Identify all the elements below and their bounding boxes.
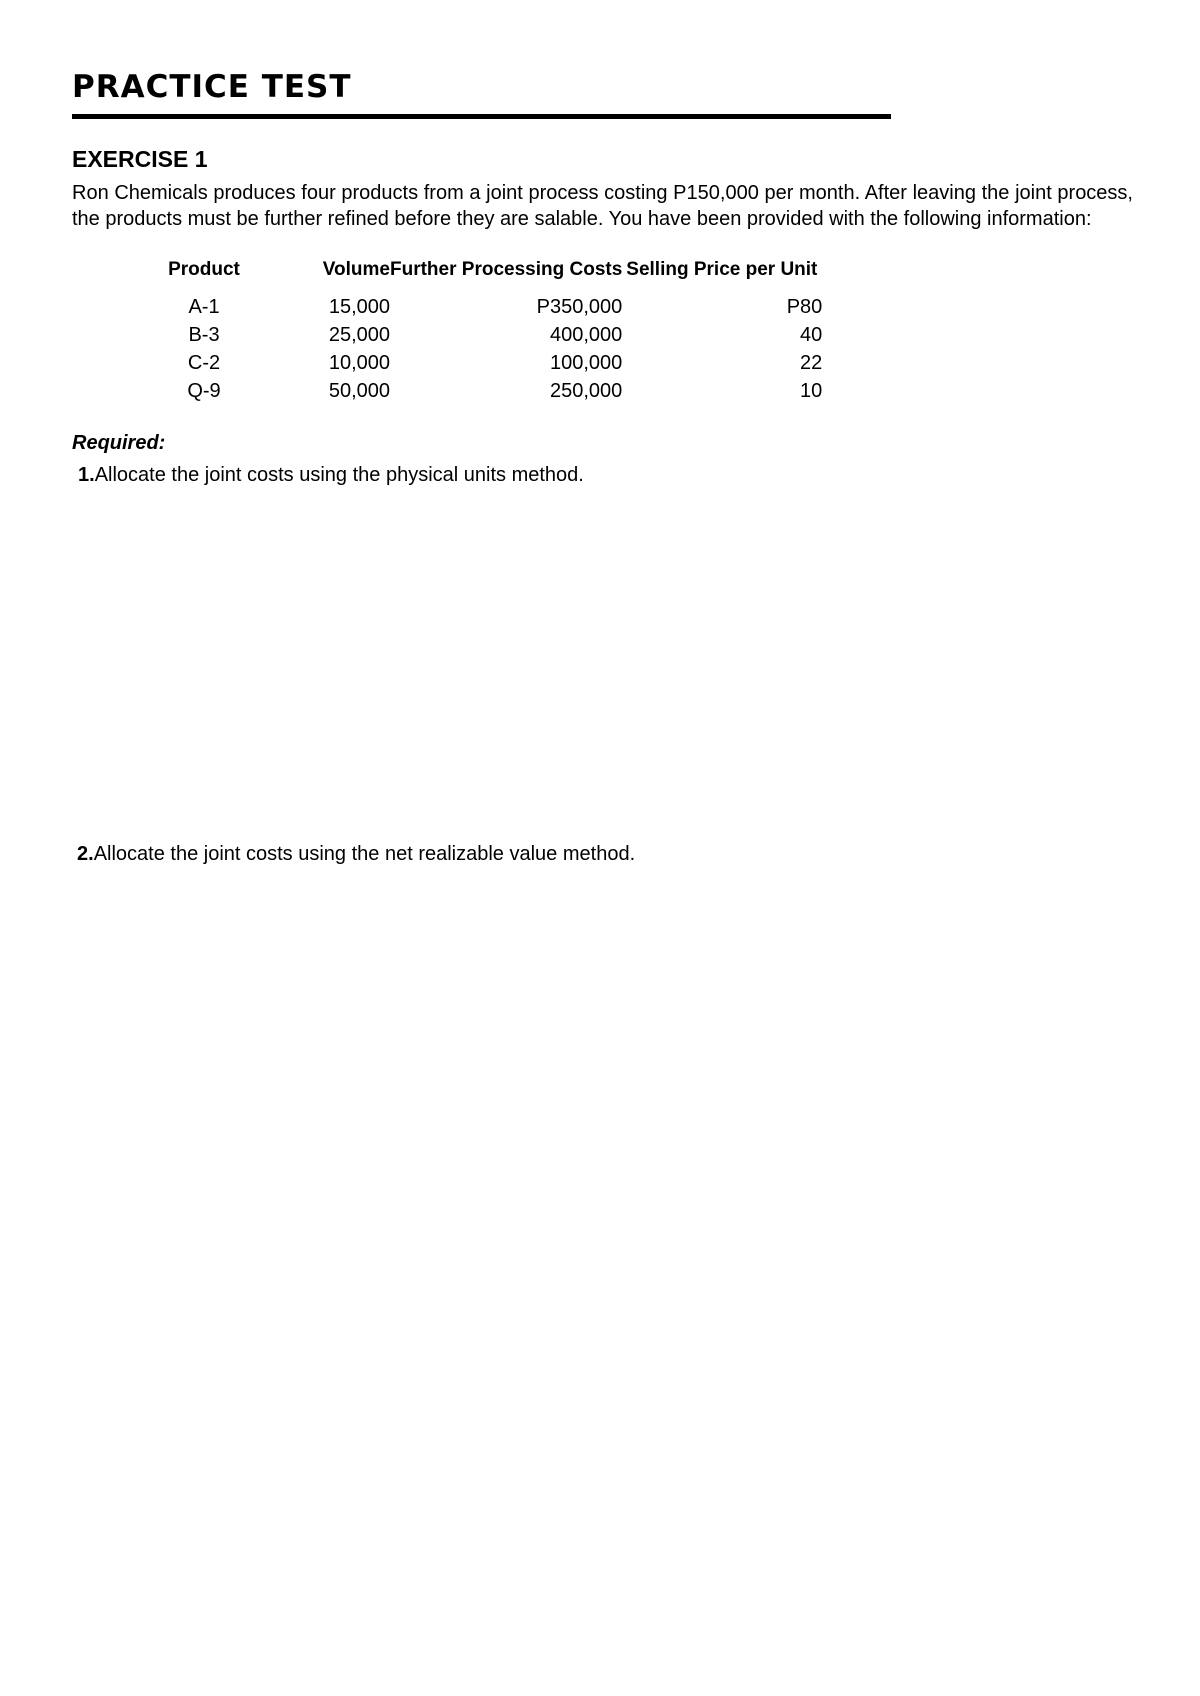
cell-further-processing-cost: 250,000: [549, 380, 623, 402]
cell-volume: 25,000: [328, 324, 390, 346]
cell-selling-price: 10: [800, 380, 823, 402]
cell-further-processing-cost: 100,000: [549, 352, 623, 374]
cell-product: C-2: [187, 352, 221, 374]
question-text: Allocate the joint costs using the net realizable value method.: [93, 843, 636, 865]
cell-product: B-3: [188, 324, 220, 346]
cell-selling-price: 40: [800, 324, 823, 346]
required-label: Required:: [72, 432, 166, 454]
header-product: Product: [168, 259, 240, 280]
question-2: [77, 843, 635, 866]
page-title: PRACTICE TEST: [72, 69, 352, 105]
product-data-table: [150, 259, 880, 405]
table-row: [150, 293, 880, 321]
table-row: [150, 321, 880, 349]
question-text: Allocate the joint costs using the physical units method.: [94, 464, 584, 486]
header-volume: Volume: [322, 259, 390, 280]
cell-product: Q-9: [187, 380, 221, 402]
table-row: [150, 377, 880, 405]
cell-volume: 10,000: [328, 352, 390, 374]
header-further-processing-costs: Further Processing Costs: [390, 259, 623, 280]
table-row: [150, 349, 880, 377]
question-number: 2.: [77, 843, 94, 865]
cell-product: A-1: [188, 296, 220, 318]
cell-volume: 15,000: [328, 296, 390, 318]
question-1: [78, 464, 584, 487]
cell-selling-price: 22: [800, 352, 823, 374]
table-header-row: [150, 259, 880, 293]
cell-selling-price: P80: [786, 296, 823, 318]
question-number: 1.: [78, 464, 95, 486]
title-underline-divider: [72, 114, 891, 119]
header-selling-price: Selling Price per Unit: [626, 259, 818, 280]
cell-further-processing-cost: 400,000: [549, 324, 623, 346]
cell-volume: 50,000: [328, 380, 390, 402]
intro-paragraph: Ron Chemicals produces four products from a joint process costing P150,000 per month. After leaving the joint process, the products must be further refined before they are salable. You have been provided with the following information:: [72, 182, 1133, 230]
exercise-heading: EXERCISE 1: [72, 146, 208, 172]
cell-further-processing-cost: P350,000: [536, 296, 623, 318]
